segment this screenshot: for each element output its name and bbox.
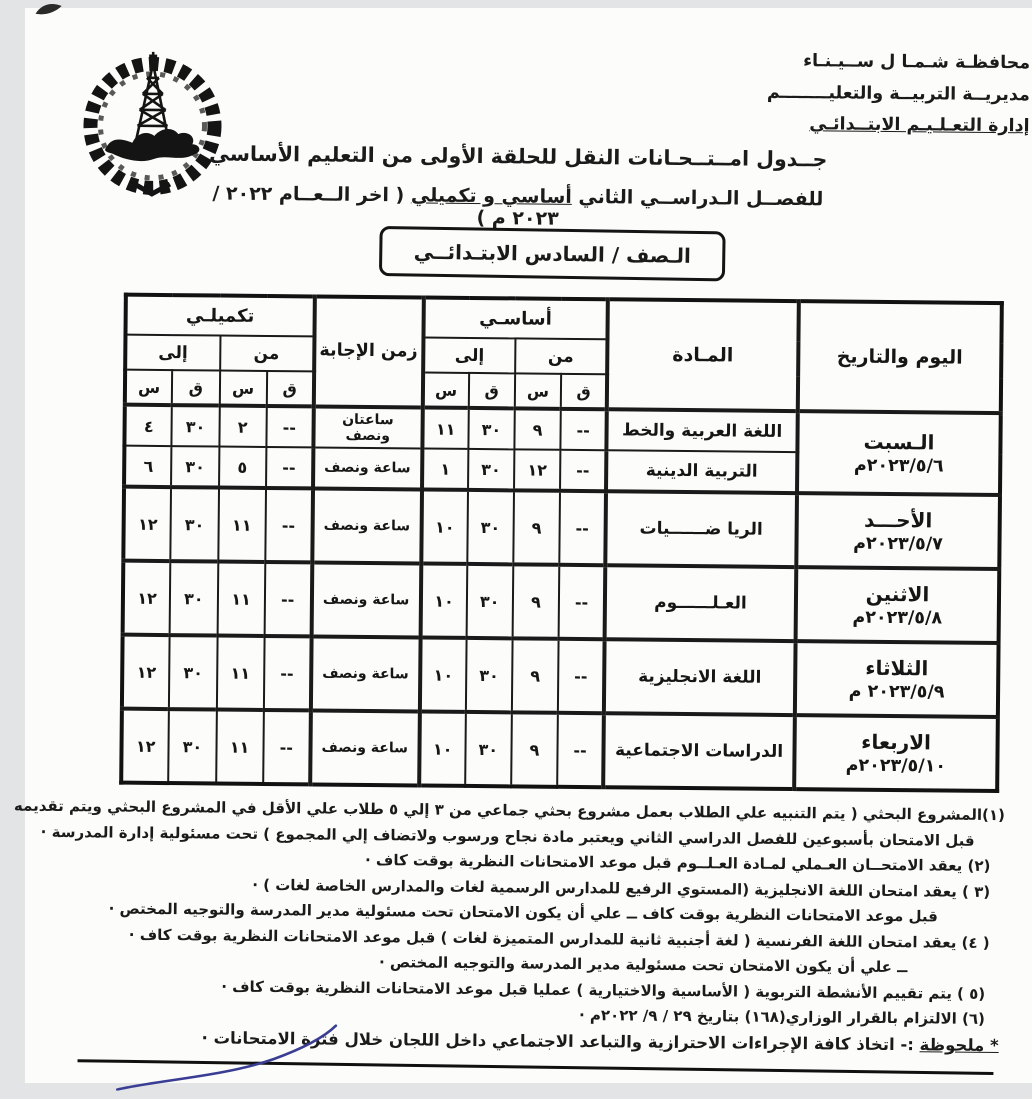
letterhead (766, 46, 1030, 143)
note-line: (٥ ) يتم تقييم الأنشطة التربوية ( الأساسية والاختيارية ) عمليا قبل موعد الامتحانات النظرية بوقت كاف · (221, 977, 986, 1003)
day-date: ٢٠٢٣/٥/٦م (853, 455, 944, 477)
col-header-answer-time: زمن الإجابة (314, 296, 424, 407)
col-header-basic: أساسـي (423, 297, 608, 339)
directorate-name: مديريــة التربيــة والتعليــــــــم (766, 82, 1030, 105)
governorate-name: محافظـة شـمـا ل ســيـنـاء (803, 51, 1031, 74)
note-line: قبل الامتحان بأسبوعين للفصل الدراسي الثاني ويعتبر مادة نجاح ورسوب ولاتضاف إلي المجموع ) تحت مسئولية إدارة المدرسة · (40, 822, 975, 850)
supp-to-hours-cell: ١٢ (123, 487, 171, 561)
supp-to-minutes-cell: ٣٠ (172, 405, 220, 446)
supp-to-hours-cell: ٦ (124, 446, 172, 487)
exam-schedule-table (119, 293, 1004, 793)
col-header-hours: س (219, 371, 267, 406)
col-header-basic-to: إلى (423, 337, 516, 373)
supp-to-hours-cell: ٤ (124, 405, 172, 446)
day-date: ٢٠٢٣/٥/٧م (853, 533, 943, 555)
subject-cell: اللغة العربية والخط (607, 409, 798, 452)
col-header-minutes: ق (469, 373, 515, 408)
supp-to-minutes-cell: ٣٠ (171, 446, 219, 487)
supp-from-hours-cell: ٥ (219, 447, 267, 488)
supp-from-hours-cell: ١١ (216, 636, 264, 710)
notes-section (13, 794, 1006, 1033)
basic-from-minutes-cell: -- (557, 713, 604, 787)
day-cell (794, 715, 998, 791)
note-line: (٢) يعقد الامتحــان العـملي لمـادة العـلــوم قبل موعد الامتحانات النظرية بوقت كاف · (364, 850, 991, 875)
basic-from-hours-cell: ٩ (513, 490, 560, 564)
supp-to-minutes-cell: ٣٠ (169, 709, 217, 783)
col-header-minutes: ق (266, 371, 314, 406)
col-header-minutes: ق (172, 370, 220, 405)
note-line: ( ٤) يعقد امتحان اللغة الفرنسية ( لغة أجنبية ثانية للمدارس المتميزة لغات ) قبل موعد الامتحانات النظرية بوقت كاف · (128, 925, 990, 952)
duration-cell: ساعة ونصف (310, 710, 419, 785)
duration-cell: ساعة ونصف (313, 447, 422, 489)
basic-to-minutes-cell: ٣٠ (468, 408, 515, 449)
basic-to-minutes-cell: ٣٠ (465, 712, 512, 786)
governorate-emblem-logo (72, 43, 233, 201)
schedule-title: جــدول امــتــحـانات النقل للحلقة الأولى من التعليم الأساسي (208, 141, 828, 172)
pen-mark (103, 1015, 404, 1093)
note-line: قبل موعد الامتحانات النظرية بوقت كاف ــ علي أن يكون الامتحان تحت مسئولية مدير المدرسة والتوجيه المختص · (108, 899, 939, 926)
col-header-hours: س (515, 373, 561, 408)
col-header-subject: المـادة (607, 299, 799, 411)
basic-to-hours-cell: ١٠ (419, 711, 466, 785)
col-header-supp-to: إلى (125, 335, 220, 371)
basic-from-minutes-cell: -- (559, 565, 606, 639)
supp-from-hours-cell: ١١ (216, 710, 264, 784)
subject-cell: العـلــــــوم (605, 565, 796, 641)
footer-note-label: * ملحوظة (919, 1035, 999, 1056)
basic-from-minutes-cell: -- (559, 491, 606, 565)
supp-to-hours-cell: ١٢ (123, 561, 171, 635)
note-line: (٦) الالتزام بالقرار الوزاري(١٦٨) بتاريخ ٢٩ / ٩/ ٢٠٢٢م · (578, 1006, 986, 1028)
day-cell (795, 567, 999, 643)
supp-to-hours-cell: ١٢ (121, 709, 169, 783)
day-name: الثلاثاء (865, 655, 929, 681)
note-line: ــ علي أن يكون الامتحان تحت مسئولية مدير المدرسة والتوجيه المختص · (378, 953, 908, 977)
schedule-subtitle (188, 182, 848, 232)
basic-from-hours-cell: ١٢ (514, 449, 561, 490)
col-header-supp-from: من (220, 336, 315, 372)
basic-from-minutes-cell: -- (560, 409, 607, 450)
duration-cell: ساعة ونصف (311, 562, 420, 637)
subtitle-semester: للفصــل الـدراســي الثاني (571, 185, 824, 211)
supp-to-hours-cell: ١٢ (122, 635, 170, 709)
subject-cell: الريا ضــــــيات (605, 491, 796, 567)
table-row (123, 561, 1000, 643)
subject-cell: الدراسات الاجتماعية (603, 713, 794, 789)
grade-box: الـصف / السادس الابتـدائــي (379, 226, 726, 281)
footer-note-text: :- اتخاذ كافة الإجراءات الاحترازية والتباعد الاجتماعي داخل اللجان خلال فترة الامتحانات · (201, 1028, 920, 1055)
basic-from-minutes-cell: -- (558, 639, 605, 713)
day-name: الاثنين (865, 581, 930, 607)
supp-from-hours-cell: ١١ (218, 488, 266, 562)
supp-from-minutes-cell: -- (264, 636, 312, 710)
day-date: ٢٠٢٣/٥/٩ م (848, 681, 945, 703)
col-header-day-date: اليوم والتاريخ (798, 301, 1002, 413)
basic-from-hours-cell: ٩ (514, 408, 561, 449)
supp-to-minutes-cell: ٣٠ (170, 561, 218, 635)
table-row (121, 709, 998, 791)
supp-from-minutes-cell: -- (266, 406, 314, 447)
basic-to-minutes-cell: ٣٠ (466, 638, 513, 712)
supp-from-minutes-cell: -- (264, 562, 312, 636)
day-cell (796, 493, 1000, 569)
basic-from-hours-cell: ٩ (512, 564, 559, 638)
basic-from-hours-cell: ٩ (512, 638, 559, 712)
subtitle-year: ( اخر الــعــام ٢٠٢٢ / ٢٠٢٣ م ) (212, 182, 559, 230)
day-name: الاربعاء (861, 729, 932, 755)
document-page (13, 8, 1032, 1083)
duration-cell: ساعة ونصف (312, 488, 421, 563)
supp-from-hours-cell: ١١ (217, 562, 265, 636)
supp-to-minutes-cell: ٣٠ (169, 635, 217, 709)
day-cell (797, 411, 1001, 495)
day-date: ٢٠٢٣/٥/١٠م (845, 755, 947, 777)
basic-to-hours-cell: ١١ (422, 407, 469, 448)
note-line: (١)المشروع البحثي ( يتم التنبيه علي الطلاب بعمل مشروع بحثي جماعي من ٣ إلي ٥ طلاب علي الأقل في المشروع البحثي ويتم تقديمه (13, 796, 1006, 825)
basic-to-hours-cell: ١٠ (420, 563, 467, 637)
basic-from-hours-cell: ٩ (511, 712, 558, 786)
day-date: ٢٠٢٣/٥/٨م (852, 607, 943, 629)
basic-to-hours-cell: ١ (422, 448, 469, 489)
basic-to-minutes-cell: ٣٠ (468, 449, 515, 490)
basic-to-hours-cell: ١٠ (421, 489, 468, 563)
table-row (123, 487, 1000, 569)
col-header-hours: س (422, 372, 469, 407)
day-cell (795, 641, 999, 717)
basic-from-minutes-cell: -- (560, 450, 607, 491)
supp-from-hours-cell: ٢ (219, 406, 267, 447)
col-header-supplementary: تكميلـي (125, 295, 314, 337)
duration-cell: ساعة ونصف (311, 636, 420, 711)
subject-cell: اللغة الانجليزية (604, 639, 795, 715)
subject-cell: التربية الدينية (606, 450, 797, 493)
emblem-silhouette (105, 128, 200, 161)
administration-name: إدارة التعـلـيـم الابتــدائـي (809, 114, 1030, 137)
scan-content (13, 3, 1032, 1088)
note-line: (٣ ) يعقد امتحان اللغة الانجليزية (المستوي الرفيع للمدارس الرسمية لغات والمدارس الخاصة لغات ) · (252, 875, 991, 901)
table-row (122, 635, 999, 717)
basic-to-minutes-cell: ٣٠ (467, 490, 514, 564)
scan-artifact-mark (31, 0, 71, 22)
day-name: الـسبت (863, 429, 935, 455)
col-header-minutes: ق (561, 374, 607, 409)
duration-cell: ساعتان ونصف (313, 406, 422, 448)
supp-to-minutes-cell: ٣٠ (171, 487, 219, 561)
supp-from-minutes-cell: -- (263, 710, 311, 784)
subtitle-exam-types: أساسي و تكميلي (410, 184, 572, 208)
col-header-hours: س (125, 370, 173, 405)
supp-from-minutes-cell: -- (266, 447, 314, 488)
col-header-basic-from: من (515, 338, 608, 374)
basic-to-minutes-cell: ٣٠ (466, 564, 513, 638)
supp-from-minutes-cell: -- (265, 488, 313, 562)
day-name: الأحـــد (863, 507, 933, 533)
basic-to-hours-cell: ١٠ (419, 637, 466, 711)
